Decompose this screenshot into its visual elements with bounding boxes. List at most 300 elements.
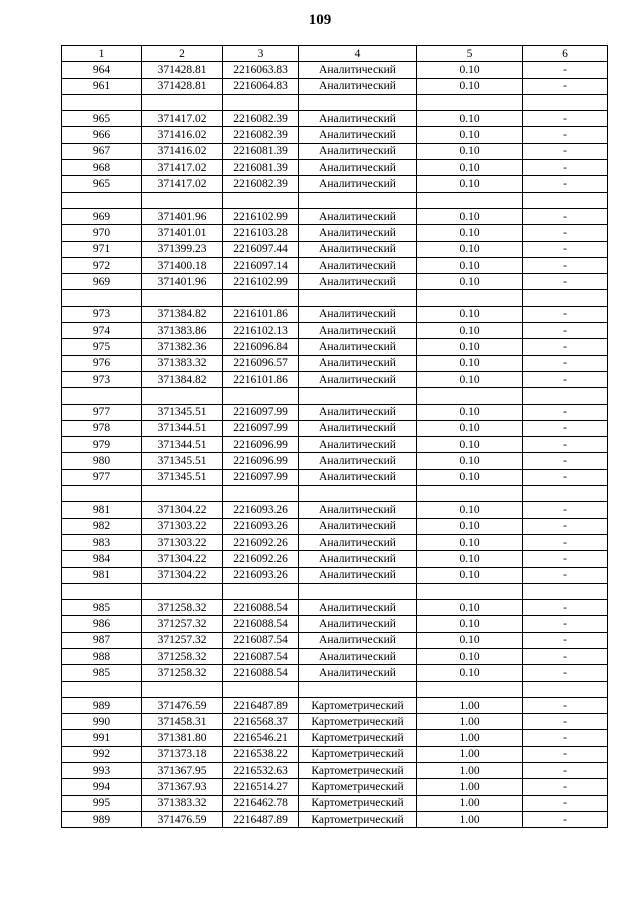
x-coordinate-cell: 371258.32	[142, 648, 223, 664]
accuracy-cell	[417, 94, 523, 110]
point-number-cell	[62, 290, 142, 306]
method-cell: Аналитический	[299, 437, 417, 453]
table-row	[62, 779, 608, 795]
accuracy-cell: 0.10	[417, 616, 523, 632]
point-number-cell: 967	[62, 143, 142, 159]
table-row	[62, 730, 608, 746]
note-cell: -	[523, 371, 608, 387]
note-cell: -	[523, 225, 608, 241]
x-coordinate-cell: 371367.93	[142, 779, 223, 795]
x-coordinate-cell: 371399.23	[142, 241, 223, 257]
table-row	[62, 78, 608, 94]
point-number-cell: 971	[62, 241, 142, 257]
header-cell: 1	[62, 46, 142, 62]
note-cell: -	[523, 62, 608, 78]
method-cell: Аналитический	[299, 502, 417, 518]
point-number-cell: 978	[62, 420, 142, 436]
accuracy-cell: 0.10	[417, 502, 523, 518]
y-coordinate-cell: 2216096.99	[223, 453, 299, 469]
y-coordinate-cell: 2216101.86	[223, 371, 299, 387]
x-coordinate-cell: 371383.32	[142, 355, 223, 371]
table-row	[62, 534, 608, 550]
method-cell: Аналитический	[299, 665, 417, 681]
method-cell: Аналитический	[299, 404, 417, 420]
method-cell: Аналитический	[299, 355, 417, 371]
table-row	[62, 127, 608, 143]
method-cell: Аналитический	[299, 306, 417, 322]
method-cell	[299, 388, 417, 404]
note-cell: -	[523, 257, 608, 273]
accuracy-cell: 0.10	[417, 208, 523, 224]
point-number-cell: 985	[62, 600, 142, 616]
x-coordinate-cell: 371476.59	[142, 697, 223, 713]
note-cell: -	[523, 714, 608, 730]
table-row	[62, 404, 608, 420]
x-coordinate-cell: 371401.96	[142, 208, 223, 224]
note-cell: -	[523, 616, 608, 632]
y-coordinate-cell: 2216532.63	[223, 763, 299, 779]
y-coordinate-cell: 2216081.39	[223, 160, 299, 176]
accuracy-cell: 0.10	[417, 648, 523, 664]
method-cell: Картометрический	[299, 697, 417, 713]
method-cell	[299, 94, 417, 110]
method-cell: Аналитический	[299, 469, 417, 485]
note-cell: -	[523, 111, 608, 127]
accuracy-cell: 0.10	[417, 160, 523, 176]
x-coordinate-cell: 371345.51	[142, 453, 223, 469]
note-cell: -	[523, 567, 608, 583]
method-cell	[299, 486, 417, 502]
x-coordinate-cell: 371401.01	[142, 225, 223, 241]
y-coordinate-cell: 2216101.86	[223, 306, 299, 322]
method-cell: Аналитический	[299, 518, 417, 534]
y-coordinate-cell: 2216102.99	[223, 274, 299, 290]
table-row	[62, 339, 608, 355]
y-coordinate-cell: 2216103.28	[223, 225, 299, 241]
x-coordinate-cell: 371383.32	[142, 795, 223, 811]
method-cell: Аналитический	[299, 323, 417, 339]
point-number-cell	[62, 388, 142, 404]
x-coordinate-cell: 371384.82	[142, 306, 223, 322]
table-row	[62, 355, 608, 371]
header-cell: 5	[417, 46, 523, 62]
y-coordinate-cell: 2216092.26	[223, 534, 299, 550]
note-cell: -	[523, 763, 608, 779]
table-row	[62, 323, 608, 339]
y-coordinate-cell: 2216102.13	[223, 323, 299, 339]
method-cell	[299, 290, 417, 306]
y-coordinate-cell	[223, 290, 299, 306]
note-cell: -	[523, 534, 608, 550]
x-coordinate-cell: 371258.32	[142, 600, 223, 616]
table-row	[62, 306, 608, 322]
note-cell: -	[523, 600, 608, 616]
table-row	[62, 648, 608, 664]
point-number-cell: 994	[62, 779, 142, 795]
y-coordinate-cell: 2216082.39	[223, 127, 299, 143]
method-cell: Аналитический	[299, 600, 417, 616]
x-coordinate-cell: 371304.22	[142, 551, 223, 567]
x-coordinate-cell: 371303.22	[142, 518, 223, 534]
y-coordinate-cell	[223, 192, 299, 208]
point-number-cell: 965	[62, 176, 142, 192]
accuracy-cell: 0.10	[417, 257, 523, 273]
note-cell: -	[523, 632, 608, 648]
accuracy-cell: 0.10	[417, 518, 523, 534]
point-number-cell: 966	[62, 127, 142, 143]
note-cell	[523, 388, 608, 404]
note-cell: -	[523, 160, 608, 176]
y-coordinate-cell: 2216093.26	[223, 567, 299, 583]
x-coordinate-cell: 371428.81	[142, 78, 223, 94]
table-row	[62, 795, 608, 811]
y-coordinate-cell: 2216546.21	[223, 730, 299, 746]
table-row	[62, 453, 608, 469]
table-row	[62, 811, 608, 827]
table-row	[62, 388, 608, 404]
x-coordinate-cell	[142, 192, 223, 208]
table-row	[62, 714, 608, 730]
method-cell	[299, 681, 417, 697]
note-cell: -	[523, 274, 608, 290]
y-coordinate-cell: 2216102.99	[223, 208, 299, 224]
note-cell: -	[523, 404, 608, 420]
note-cell: -	[523, 518, 608, 534]
x-coordinate-cell	[142, 388, 223, 404]
y-coordinate-cell	[223, 486, 299, 502]
point-number-cell: 989	[62, 811, 142, 827]
table-row	[62, 257, 608, 273]
x-coordinate-cell	[142, 583, 223, 599]
note-cell: -	[523, 453, 608, 469]
y-coordinate-cell: 2216087.54	[223, 648, 299, 664]
method-cell: Картометрический	[299, 811, 417, 827]
note-cell	[523, 583, 608, 599]
header-cell: 6	[523, 46, 608, 62]
y-coordinate-cell: 2216081.39	[223, 143, 299, 159]
x-coordinate-cell: 371344.51	[142, 437, 223, 453]
header-cell: 3	[223, 46, 299, 62]
x-coordinate-cell: 371304.22	[142, 502, 223, 518]
table-body	[62, 46, 608, 828]
point-number-cell: 968	[62, 160, 142, 176]
accuracy-cell: 0.10	[417, 453, 523, 469]
note-cell	[523, 681, 608, 697]
method-cell: Картометрический	[299, 746, 417, 762]
y-coordinate-cell	[223, 94, 299, 110]
table-row	[62, 681, 608, 697]
x-coordinate-cell: 371428.81	[142, 62, 223, 78]
table-row	[62, 551, 608, 567]
x-coordinate-cell: 371400.18	[142, 257, 223, 273]
point-number-cell: 972	[62, 257, 142, 273]
y-coordinate-cell: 2216097.44	[223, 241, 299, 257]
y-coordinate-cell: 2216063.83	[223, 62, 299, 78]
accuracy-cell: 0.10	[417, 62, 523, 78]
y-coordinate-cell	[223, 681, 299, 697]
note-cell: -	[523, 697, 608, 713]
x-coordinate-cell: 371416.02	[142, 127, 223, 143]
accuracy-cell: 1.00	[417, 746, 523, 762]
method-cell	[299, 583, 417, 599]
accuracy-cell: 0.10	[417, 111, 523, 127]
table-row	[62, 176, 608, 192]
table-row	[62, 486, 608, 502]
accuracy-cell: 0.10	[417, 437, 523, 453]
header-cell: 4	[299, 46, 417, 62]
point-number-cell	[62, 583, 142, 599]
accuracy-cell: 0.10	[417, 78, 523, 94]
point-number-cell	[62, 486, 142, 502]
table-row	[62, 518, 608, 534]
y-coordinate-cell: 2216096.57	[223, 355, 299, 371]
accuracy-cell: 0.10	[417, 551, 523, 567]
point-number-cell	[62, 192, 142, 208]
y-coordinate-cell: 2216538.22	[223, 746, 299, 762]
table-row	[62, 241, 608, 257]
table-row	[62, 697, 608, 713]
y-coordinate-cell: 2216096.84	[223, 339, 299, 355]
accuracy-cell: 0.10	[417, 176, 523, 192]
point-number-cell: 977	[62, 469, 142, 485]
method-cell: Картометрический	[299, 779, 417, 795]
method-cell: Аналитический	[299, 453, 417, 469]
accuracy-cell: 1.00	[417, 795, 523, 811]
method-cell: Аналитический	[299, 648, 417, 664]
point-number-cell: 987	[62, 632, 142, 648]
note-cell	[523, 486, 608, 502]
x-coordinate-cell: 371417.02	[142, 111, 223, 127]
accuracy-cell: 0.10	[417, 534, 523, 550]
accuracy-cell	[417, 192, 523, 208]
table-row	[62, 567, 608, 583]
note-cell: -	[523, 208, 608, 224]
point-number-cell: 977	[62, 404, 142, 420]
note-cell	[523, 290, 608, 306]
method-cell: Аналитический	[299, 257, 417, 273]
x-coordinate-cell: 371417.02	[142, 176, 223, 192]
point-number-cell: 985	[62, 665, 142, 681]
table-row	[62, 94, 608, 110]
note-cell: -	[523, 127, 608, 143]
accuracy-cell: 0.10	[417, 469, 523, 485]
method-cell: Аналитический	[299, 274, 417, 290]
point-number-cell: 990	[62, 714, 142, 730]
point-number-cell: 986	[62, 616, 142, 632]
note-cell: -	[523, 779, 608, 795]
table-row	[62, 290, 608, 306]
method-cell: Аналитический	[299, 208, 417, 224]
note-cell: -	[523, 502, 608, 518]
coordinates-table	[61, 45, 608, 828]
x-coordinate-cell: 371304.22	[142, 567, 223, 583]
y-coordinate-cell: 2216097.99	[223, 404, 299, 420]
accuracy-cell	[417, 583, 523, 599]
y-coordinate-cell: 2216088.54	[223, 616, 299, 632]
table-row	[62, 192, 608, 208]
accuracy-cell	[417, 388, 523, 404]
table-header-row	[62, 46, 608, 62]
method-cell: Аналитический	[299, 111, 417, 127]
point-number-cell: 981	[62, 567, 142, 583]
y-coordinate-cell: 2216487.89	[223, 811, 299, 827]
point-number-cell: 969	[62, 208, 142, 224]
table-row	[62, 274, 608, 290]
x-coordinate-cell	[142, 681, 223, 697]
y-coordinate-cell: 2216097.99	[223, 420, 299, 436]
y-coordinate-cell: 2216097.99	[223, 469, 299, 485]
table-row	[62, 665, 608, 681]
point-number-cell: 975	[62, 339, 142, 355]
point-number-cell: 961	[62, 78, 142, 94]
method-cell: Картометрический	[299, 730, 417, 746]
y-coordinate-cell: 2216093.26	[223, 518, 299, 534]
accuracy-cell: 0.10	[417, 323, 523, 339]
y-coordinate-cell: 2216462.78	[223, 795, 299, 811]
accuracy-cell: 0.10	[417, 274, 523, 290]
accuracy-cell: 1.00	[417, 697, 523, 713]
point-number-cell: 973	[62, 371, 142, 387]
table-row	[62, 437, 608, 453]
accuracy-cell: 1.00	[417, 811, 523, 827]
method-cell: Аналитический	[299, 225, 417, 241]
x-coordinate-cell	[142, 486, 223, 502]
point-number-cell: 988	[62, 648, 142, 664]
table-row	[62, 225, 608, 241]
accuracy-cell: 0.10	[417, 371, 523, 387]
table-row	[62, 143, 608, 159]
point-number-cell: 989	[62, 697, 142, 713]
table-row	[62, 632, 608, 648]
x-coordinate-cell: 371458.31	[142, 714, 223, 730]
point-number-cell	[62, 681, 142, 697]
x-coordinate-cell: 371345.51	[142, 404, 223, 420]
x-coordinate-cell: 371257.32	[142, 632, 223, 648]
note-cell: -	[523, 143, 608, 159]
accuracy-cell: 0.10	[417, 241, 523, 257]
note-cell: -	[523, 437, 608, 453]
point-number-cell: 982	[62, 518, 142, 534]
note-cell: -	[523, 78, 608, 94]
table-row	[62, 616, 608, 632]
table-row	[62, 111, 608, 127]
y-coordinate-cell: 2216088.54	[223, 600, 299, 616]
note-cell	[523, 192, 608, 208]
table-row	[62, 420, 608, 436]
accuracy-cell	[417, 290, 523, 306]
accuracy-cell: 1.00	[417, 730, 523, 746]
y-coordinate-cell: 2216087.54	[223, 632, 299, 648]
accuracy-cell: 0.10	[417, 404, 523, 420]
x-coordinate-cell: 371344.51	[142, 420, 223, 436]
y-coordinate-cell: 2216093.26	[223, 502, 299, 518]
x-coordinate-cell: 371476.59	[142, 811, 223, 827]
accuracy-cell: 0.10	[417, 632, 523, 648]
x-coordinate-cell: 371345.51	[142, 469, 223, 485]
table-row	[62, 746, 608, 762]
y-coordinate-cell: 2216082.39	[223, 176, 299, 192]
x-coordinate-cell: 371382.36	[142, 339, 223, 355]
x-coordinate-cell: 371417.02	[142, 160, 223, 176]
method-cell: Аналитический	[299, 127, 417, 143]
table-row	[62, 502, 608, 518]
note-cell: -	[523, 665, 608, 681]
accuracy-cell: 0.10	[417, 665, 523, 681]
method-cell: Аналитический	[299, 241, 417, 257]
y-coordinate-cell: 2216064.83	[223, 78, 299, 94]
accuracy-cell: 0.10	[417, 306, 523, 322]
accuracy-cell: 1.00	[417, 763, 523, 779]
accuracy-cell	[417, 681, 523, 697]
accuracy-cell: 0.10	[417, 339, 523, 355]
method-cell: Аналитический	[299, 78, 417, 94]
accuracy-cell: 0.10	[417, 127, 523, 143]
note-cell: -	[523, 339, 608, 355]
note-cell	[523, 94, 608, 110]
note-cell: -	[523, 795, 608, 811]
method-cell: Аналитический	[299, 160, 417, 176]
accuracy-cell	[417, 486, 523, 502]
method-cell: Аналитический	[299, 339, 417, 355]
table-row	[62, 469, 608, 485]
point-number-cell: 980	[62, 453, 142, 469]
note-cell: -	[523, 746, 608, 762]
point-number-cell: 983	[62, 534, 142, 550]
x-coordinate-cell: 371373.18	[142, 746, 223, 762]
note-cell: -	[523, 648, 608, 664]
y-coordinate-cell: 2216082.39	[223, 111, 299, 127]
accuracy-cell: 0.10	[417, 600, 523, 616]
table-row	[62, 160, 608, 176]
point-number-cell: 992	[62, 746, 142, 762]
method-cell: Аналитический	[299, 551, 417, 567]
x-coordinate-cell: 371381.80	[142, 730, 223, 746]
point-number-cell: 981	[62, 502, 142, 518]
x-coordinate-cell: 371384.82	[142, 371, 223, 387]
accuracy-cell: 0.10	[417, 420, 523, 436]
accuracy-cell: 0.10	[417, 143, 523, 159]
accuracy-cell: 1.00	[417, 714, 523, 730]
point-number-cell	[62, 94, 142, 110]
point-number-cell: 993	[62, 763, 142, 779]
x-coordinate-cell	[142, 290, 223, 306]
method-cell: Картометрический	[299, 714, 417, 730]
note-cell: -	[523, 323, 608, 339]
method-cell: Аналитический	[299, 567, 417, 583]
accuracy-cell: 0.10	[417, 567, 523, 583]
note-cell: -	[523, 811, 608, 827]
point-number-cell: 984	[62, 551, 142, 567]
x-coordinate-cell: 371258.32	[142, 665, 223, 681]
point-number-cell: 973	[62, 306, 142, 322]
x-coordinate-cell: 371416.02	[142, 143, 223, 159]
note-cell: -	[523, 241, 608, 257]
point-number-cell: 964	[62, 62, 142, 78]
method-cell: Аналитический	[299, 420, 417, 436]
note-cell: -	[523, 306, 608, 322]
accuracy-cell: 0.10	[417, 355, 523, 371]
x-coordinate-cell: 371401.96	[142, 274, 223, 290]
table-row	[62, 600, 608, 616]
table-row	[62, 62, 608, 78]
method-cell: Аналитический	[299, 534, 417, 550]
x-coordinate-cell: 371303.22	[142, 534, 223, 550]
method-cell: Картометрический	[299, 795, 417, 811]
method-cell: Аналитический	[299, 176, 417, 192]
y-coordinate-cell: 2216092.26	[223, 551, 299, 567]
y-coordinate-cell: 2216088.54	[223, 665, 299, 681]
note-cell: -	[523, 730, 608, 746]
